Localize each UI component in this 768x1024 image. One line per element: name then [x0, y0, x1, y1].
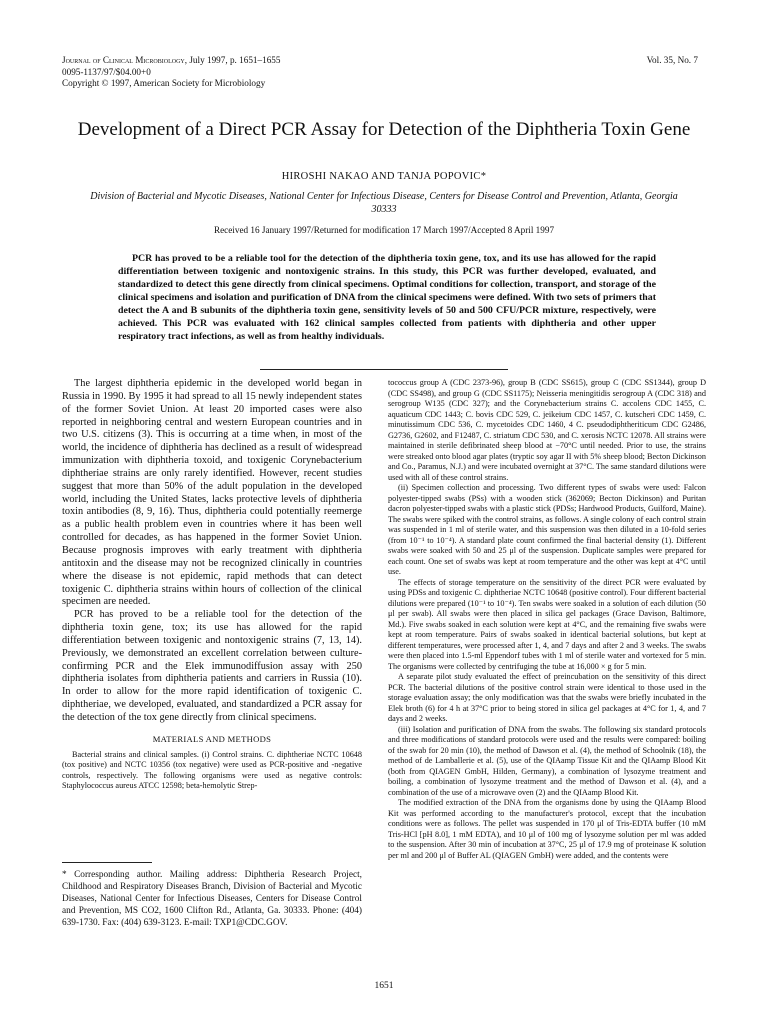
left-column — [62, 378, 362, 792]
issn: 0095-1137/97/$04.00+0 — [62, 66, 151, 77]
citation-details: , July 1997, p. 1651–1655 — [184, 55, 281, 65]
intro-paragraph-2: PCR has proved to be a reliable tool for the detection of the diphtheria toxin gene, tox; its use has allowed for the rapid differentiation between toxigenic and nontoxigenic strains (7, 13, 14). Previously, we demonstrated an excellent correlation between culture-confirming PCR and the Elek immunodiffusion assay with 250 diphtheria isolates from diphtheria patients and carriers in Russia (10). In order to allow for the more rapid identification of toxigenic C. diphtheriae, we developed, evaluated, and standardized a PCR assay for the detection of the tox gene directly from clinical specimens. — [62, 609, 362, 723]
journal-citation — [62, 55, 280, 67]
methods-paragraph-7: The modified extraction of the DNA from the organisms done by using the QIAamp Blood Kit was performed according to the manufacturer's protocol, except that the incubation conditions were as follows. The pellet was suspended in 170 μl of Tris-EDTA buffer (10 mM Tris-HCl [pH 8.0], 1 mM EDTA), and 10 μl of 100 mg of lysozyme solution per ml was added to the suspension. After 30 min of incubation at 37°C, 25 μl of 17.9 mg of proteinase K solution per ml and 200 μl of Buffer AL (QIAGEN GmbH) were added, and the contents were — [388, 798, 706, 860]
methods-paragraph-3: (ii) Specimen collection and processing. Two different types of swabs were used: Falcon polyester-tipped swabs (PSs) with a wooden stick (362069; Becton Dickinson) and Puritan dacron polyester-tipped swabs with a plastic stick (PDSs; Hardwood Products, Guilford, Maine). The swabs were spiked with the control strains, as follows. A single colony of each control strain was suspended in 1 ml of sterile water, and this suspension was then diluted in a 10-fold series (from 10⁻¹ to 10⁻⁴). A standard plate count confirmed the final bacterial density (1). Different swabs were soaked with 50 and 25 μl of the suspension. Duplicate samples were prepared for each count. One set of swabs was kept at room temperature and the other was kept at 4°C until use. — [388, 483, 706, 576]
methods-paragraph-4: The effects of storage temperature on the sensitivity of the direct PCR were evaluated by using PDSs and toxigenic C. diphtheriae NCTC 10648 (positive control). Four different bacterial dilutions were prepared (10⁻¹ to 10⁻⁴). Ten swabs were soaked in a solution of each dilution (50 μl per swab). All swabs were then placed in silica gel packages (Grace Davison, Baltimore, Md.). Five swabs soaked in each solution were kept at 4°C, and the remaining five swabs were kept at room temperature. Pairs of swabs soaked in identical bacterial solutions, but kept at different temperatures, were processed after 1, 4, and 7 days and after 2 and 3 weeks. The swabs were then placed into 1.5-ml Eppendorf tubes with 1 ml of sterile water and vortexed for 5 min. The organisms were collected by centrifuging the tube at 16,000 × g for 5 min. — [388, 577, 706, 671]
page-number: 1651 — [374, 981, 394, 991]
intro-paragraph-1: The largest diphtheria epidemic in the developed world began in Russia in 1990. By 1995 it had spread to all 15 newly independent states of the former Soviet Union. At least 20 imported cases were also reported in neighboring central and western European countries and in two U.S. citizens (3). This is occurring at a time when, in most of the world, the incidence of diphtheria has declined as a result of widespread immunization with diphtheria toxoid, and toxigenic Corynebacterium diphtheriae strains are only rarely identified. However, recent studies suggest that more than 50% of the adult population in the developed world, including the United States, lacks protective levels of diphtheria toxin antibodies (8, 9, 16). Thus, diphtheria could potentially reemerge as a public health problem even in countries where it has been well controlled for decades, as has happened in the former Soviet Union. Because prognosis improves with early treatment with diphtheria antitoxin and the disease may not be recognized clinically in countries where the disease is not epidemic, rapid methods that can detect toxigenic C. diphtheria strains within hours of collection of the clinical specimen are needed. — [62, 378, 362, 608]
methods-paragraph-2: tococcus group A (CDC 2373-96), group B (CDC SS615), group C (CDC SS1344), group D (CDC SS498), and group G (CDC SS1175); Neisseria meningitidis serogroup A (CDC 318) and serogroup W135 (CDC 327); and the Corynebacterium strains C. accolens CDC 1455, C. aquaticum CDC 1443; C. bovis CDC 529, C. jeikeium CDC 1457, C. kutscheri CDC 1459, C. minutissimum CDC 536, C. mycetoides CDC 1460, 4 C. pseudodiphtheriticum CDC G2486, G2736, G2602, and F12487, C. striatum CDC 530, and C. xerosis NCTC 12078. All strains were maintained in sterile defibrinated sheep blood at −70°C until needed. Prior to use, the strains were streaked onto blood agar plates (tryptic soy agar II with 5% sheep blood; Becton Dickinson and Co., Paramus, N.J.) and were incubated overnight at 37°C. The same standard dilutions were used with all of these control strains. — [388, 378, 706, 482]
copyright: Copyright © 1997, American Society for Microbiology — [62, 78, 266, 88]
footnote-divider — [62, 862, 152, 863]
running-header — [62, 55, 280, 90]
corresponding-author-footnote: * Corresponding author. Mailing address: Diphtheria Research Project, Childhood and Respiratory Diseases Branch, Division of Bacterial and Mycotic Diseases, National Center for Infectious Diseases, Centers for Disease Control and Prevention, MS CO2, 1600 Clifton Rd., Atlanta, Ga. 30333. Phone: (404) 639-1730. Fax: (404) 639-3123. E-mail: TXP1@CDC.GOV. — [62, 870, 362, 928]
abstract: PCR has proved to be a reliable tool for the detection of the diphtheria toxin gene, tox, and its use has allowed for the rapid differentiation between toxigenic and nontoxigenic strains. In this study, this PCR was further developed, evaluated, and standardized to detect this gene directly from clinical specimens. Optimal conditions for collection, transport, and storage of the clinical specimens and isolation and purification of DNA from the clinical specimens were defined. With two sets of primers that detect the A and B subunits of the diphtheria toxin gene, sensitivity levels of 50 and 500 CFU/PCR mixture, respectively, were achieved. This PCR was evaluated with 162 clinical samples collected from patients with diphtheria and other upper respiratory tract infections, as well as from healthy individuals. — [118, 253, 656, 342]
journal-name: Journal of Clinical Microbiology — [62, 55, 185, 65]
methods-paragraph-1: Bacterial strains and clinical samples. (i) Control strains. C. diphtheriae NCTC 10648 (tox positive) and NCTC 10356 (tox negative) were used as PCR-positive and -negative controls, respectively. The following organisms were used as negative controls: Staphylococcus aureus ATCC 12598; beta-hemolytic Strep- — [62, 749, 362, 791]
methods-paragraph-5: A separate pilot study evaluated the effect of preincubation on the sensitivity of this direct PCR. The bacterial dilutions of the positive control strain were identical to those used in the storage evaluation assay; the only modification was that the swabs were briefly incubated in the Elek broth (6) for 4 h at 37°C prior to being stored in silica gel packages at 4°C for 1, 4, and 7 days and 2 weeks. — [388, 672, 706, 723]
section-heading: MATERIALS AND METHODS — [152, 733, 272, 744]
abstract-divider — [260, 369, 508, 370]
article-authors: HIROSHI NAKAO AND TANJA POPOVIC* — [281, 171, 487, 182]
volume-issue: Vol. 35, No. 7 — [646, 55, 698, 65]
author-affiliation: Division of Bacterial and Mycotic Diseases, National Center for Infectious Disease, Centers for Disease Control and Prevention, Atlanta, Georgia 30333 — [90, 191, 678, 215]
methods-paragraph-6: (iii) Isolation and purification of DNA from the swabs. The following six standard protocols and three modifications of standard protocols were used and the results were compared: boiling of the swab for 20 min (10), the method of Dawson et al. (4), the method of Schoolnik (18), the method of de Lamballerie et al. (5), use of the QIAamp Tissue Kit and the QIAamp Blood Kit (both from QIAGEN GmbH, Hilden, Germany), a combination of lysozyme treatment and boiling, a combination of lysozyme treatment and the method of Dawson et al. (4), and a combination of the use of a microwave oven (2) and the QIAamp Blood Kit. — [388, 724, 706, 797]
right-column — [388, 378, 706, 861]
article-title: Development of a Direct PCR Assay for Detection of the Diphtheria Toxin Gene — [77, 119, 691, 140]
received-dates: Received 16 January 1997/Returned for modification 17 March 1997/Accepted 8 April 1997 — [213, 225, 555, 235]
